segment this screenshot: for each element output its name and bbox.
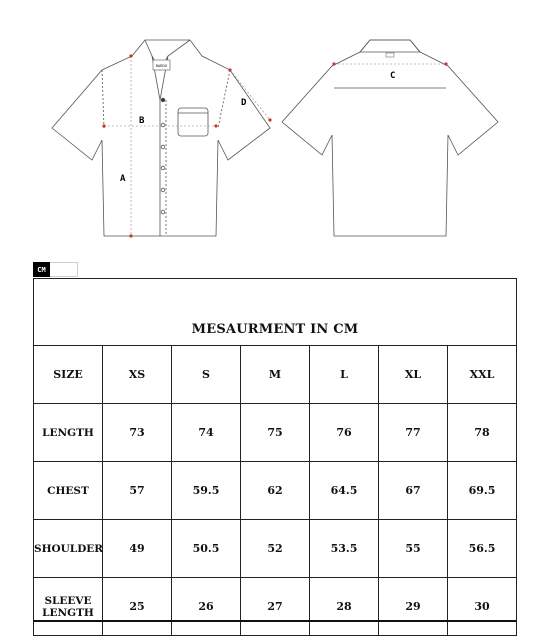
size-header-cell: XS [103, 346, 172, 404]
unit-tab-cm[interactable]: CM [33, 262, 50, 277]
table-cell: 73 [103, 404, 172, 462]
table-cell: 52 [241, 520, 310, 578]
table-cell: 53.5 [310, 520, 379, 578]
chest-pocket [178, 108, 208, 136]
table-cell: 76 [310, 404, 379, 462]
measure-label-a: A [120, 174, 126, 184]
row-label-shoulder: SHOULDER [34, 520, 103, 578]
table-cell: 69.5 [448, 462, 517, 520]
table-cell: 78 [448, 404, 517, 462]
table-cell: 26 [172, 578, 241, 636]
back-shirt [282, 40, 498, 236]
table-header-row [34, 346, 517, 404]
table-bottom-rule [33, 620, 517, 622]
table-cell: 56.5 [448, 520, 517, 578]
measure-label-d: D [241, 98, 247, 108]
table-cell: 62 [241, 462, 310, 520]
table-cell: 59.5 [172, 462, 241, 520]
back-neck-label [386, 53, 394, 57]
table-cell: 57 [103, 462, 172, 520]
table-title: MESAURMENT IN CM [34, 279, 517, 346]
size-header-cell: XXL [448, 346, 517, 404]
size-header-cell: M [241, 346, 310, 404]
table-row [34, 404, 517, 462]
table-cell: 77 [379, 404, 448, 462]
table-row [34, 520, 517, 578]
table-cell: 49 [103, 520, 172, 578]
size-header-cell: XL [379, 346, 448, 404]
row-label-sleeve-length: SLEEVE LENGTH [34, 578, 103, 636]
table-cell: 30 [448, 578, 517, 636]
size-header-cell: S [172, 346, 241, 404]
brand-label-text: BARDO [155, 64, 168, 68]
table-cell: 25 [103, 578, 172, 636]
row-label-chest: CHEST [34, 462, 103, 520]
table-cell: 64.5 [310, 462, 379, 520]
table-cell: 74 [172, 404, 241, 462]
table-title-row [34, 279, 517, 346]
back-shirt-outline [282, 40, 498, 236]
table-cell: 29 [379, 578, 448, 636]
table-cell: 67 [379, 462, 448, 520]
table-cell: 50.5 [172, 520, 241, 578]
table-cell: 28 [310, 578, 379, 636]
table-row [34, 578, 517, 636]
size-header-cell: L [310, 346, 379, 404]
table-row [34, 462, 517, 520]
table-cell: 55 [379, 520, 448, 578]
size-chart-table [33, 278, 517, 636]
table-cell: 27 [241, 578, 310, 636]
shirt-measurement-diagram [0, 0, 540, 250]
unit-tab-alternate[interactable] [50, 262, 78, 277]
front-shirt [52, 40, 270, 236]
row-label-length: LENGTH [34, 404, 103, 462]
table-cell: 75 [241, 404, 310, 462]
unit-toggle [33, 262, 78, 277]
size-header: SIZE [34, 346, 103, 404]
measure-label-b: B [139, 116, 145, 126]
measure-label-c: C [390, 71, 396, 81]
